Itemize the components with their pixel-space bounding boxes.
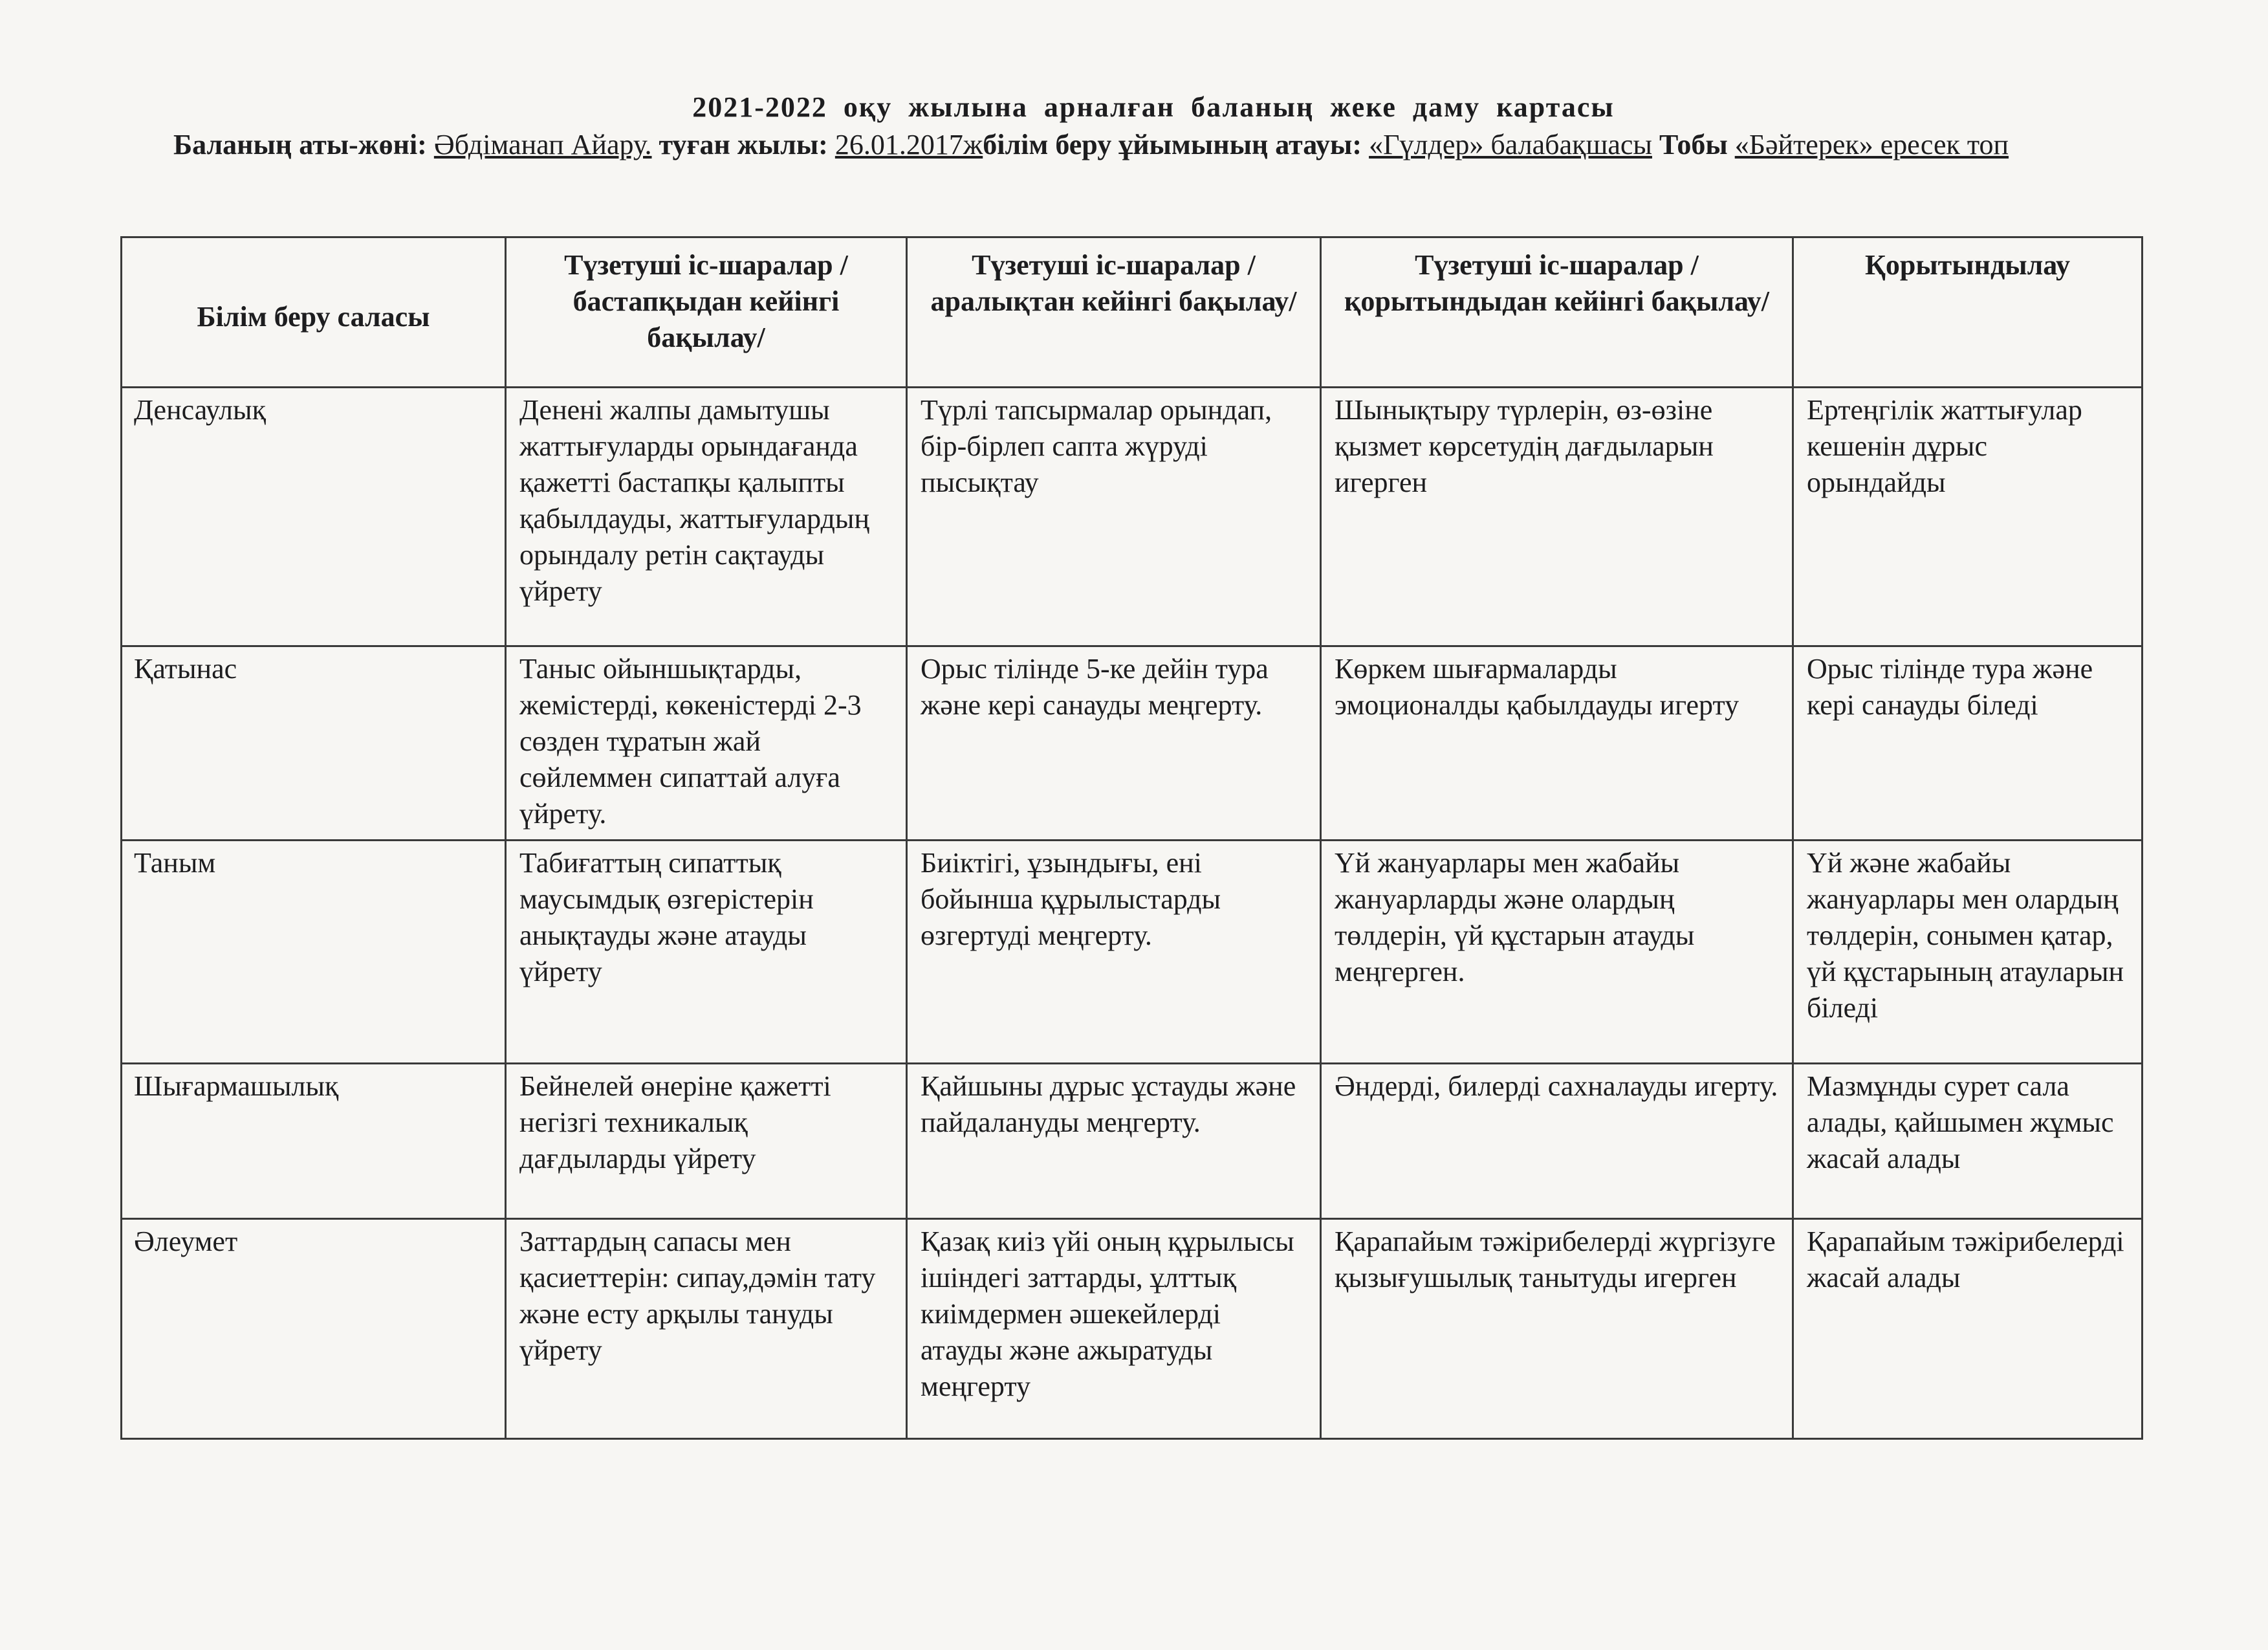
cell-summary: Ертеңгілік жаттығулар кешенін дұрыс орындайды	[1793, 388, 2143, 646]
cell-area: Әлеумет	[122, 1219, 506, 1439]
table-row	[122, 841, 2143, 1064]
cell-area: Шығармашылық	[122, 1064, 506, 1219]
table-row	[122, 646, 2143, 841]
cell-intermediate: Орыс тілінде 5-ке дейін тура және кері санауды меңгерту.	[907, 646, 1321, 841]
child-info-line	[173, 127, 2133, 162]
org-label: білім беру ұйымының атауы:	[983, 129, 1362, 160]
cell-final: Әндерді, билерді сахналауды игерту.	[1321, 1064, 1793, 1219]
cell-area: Денсаулық	[122, 388, 506, 646]
cell-area: Қатынас	[122, 646, 506, 841]
cell-summary: Қарапайым тәжірибелерді жасай алады	[1793, 1219, 2143, 1439]
table-row	[122, 1219, 2143, 1439]
group-value: «Бәйтерек» ересек топ	[1734, 129, 2009, 160]
name-label: Баланың аты-жөні:	[173, 129, 427, 160]
table-header-row	[122, 237, 2143, 388]
cell-initial: Табиғаттың сипаттық маусымдық өзгерістерін анықтауды және атауды үйрету	[506, 841, 907, 1064]
cell-final: Үй жануарлары мен жабайы жануарларды және олардың төлдерін, үй құстарын атауды меңгерген.	[1321, 841, 1793, 1064]
column-header-intermediate: Түзетуші іс-шаралар / аралықтан кейінгі бақылау/	[907, 237, 1321, 388]
birth-label: туған жылы:	[659, 129, 828, 160]
table-row	[122, 388, 2143, 646]
cell-intermediate: Түрлі тапсырмалар орындап, бір-бірлеп сапта жүруді пысықтау	[907, 388, 1321, 646]
cell-initial: Заттардың сапасы мен қасиеттерін: сипау,дәмін тату және есту арқылы тануды үйрету	[506, 1219, 907, 1439]
document-header	[0, 91, 2268, 162]
column-header-initial: Түзетуші іс-шаралар /бастапқыдан кейінгі бақылау/	[506, 237, 907, 388]
cell-summary: Орыс тілінде тура және кері санауды біледі	[1793, 646, 2143, 841]
cell-intermediate: Биіктігі, ұзындығы, ені бойынша құрылыстарды өзгертуді меңгерту.	[907, 841, 1321, 1064]
cell-summary: Үй және жабайы жануарлары мен олардың төлдерін, сонымен қатар, үй құстарының атауларын біледі	[1793, 841, 2143, 1064]
cell-final: Көркем шығармаларды эмоционалды қабылдауды игерту	[1321, 646, 1793, 841]
name-value: Әбдіманап Айару.	[433, 129, 652, 160]
cell-area: Таным	[122, 841, 506, 1064]
column-header-final: Түзетуші іс-шаралар / қорытындыдан кейінгі бақылау/	[1321, 237, 1793, 388]
column-header-summary: Қорытындылау	[1793, 237, 2143, 388]
group-label: Тобы	[1659, 129, 1728, 160]
cell-final: Қарапайым тәжірибелерді жүргізуге қызығушылық танытуды игерген	[1321, 1219, 1793, 1439]
org-value: «Гүлдер» балабақшасы	[1369, 129, 1652, 160]
table-row	[122, 1064, 2143, 1219]
cell-final: Шынықтыру түрлерін, өз-өзіне қызмет көрсетудің дағдыларын игерген	[1321, 388, 1793, 646]
cell-summary: Мазмұнды сурет сала алады, қайшымен жұмыс жасай алады	[1793, 1064, 2143, 1219]
cell-intermediate: Қазақ киіз үйі оның құрылысы ішіндегі заттарды, ұлттық киімдермен әшекейлерді атауды және ажыратуды меңгерту	[907, 1219, 1321, 1439]
cell-initial: Денені жалпы дамытушы жаттығуларды орындағанда қажетті бастапқы қалыпты қабылдауды, жаттығулардың орындалу ретін сақтауды үйрету	[506, 388, 907, 646]
document-title: 2021-2022 оқу жылына арналған баланың жеке даму картасы	[692, 91, 1615, 123]
development-card-table	[120, 236, 2143, 1440]
column-header-area: Білім беру саласы	[122, 237, 506, 388]
cell-intermediate: Қайшыны дұрыс ұстауды және пайдалануды меңгерту.	[907, 1064, 1321, 1219]
birth-value: 26.01.2017ж	[834, 129, 983, 160]
cell-initial: Бейнелей өнеріне қажетті негізгі техникалық дағдыларды үйрету	[506, 1064, 907, 1219]
cell-initial: Таныс ойыншықтарды, жемістерді, көкеністерді 2-3 сөзден тұратын жай сөйлеммен сипаттай алуға үйрету.	[506, 646, 907, 841]
